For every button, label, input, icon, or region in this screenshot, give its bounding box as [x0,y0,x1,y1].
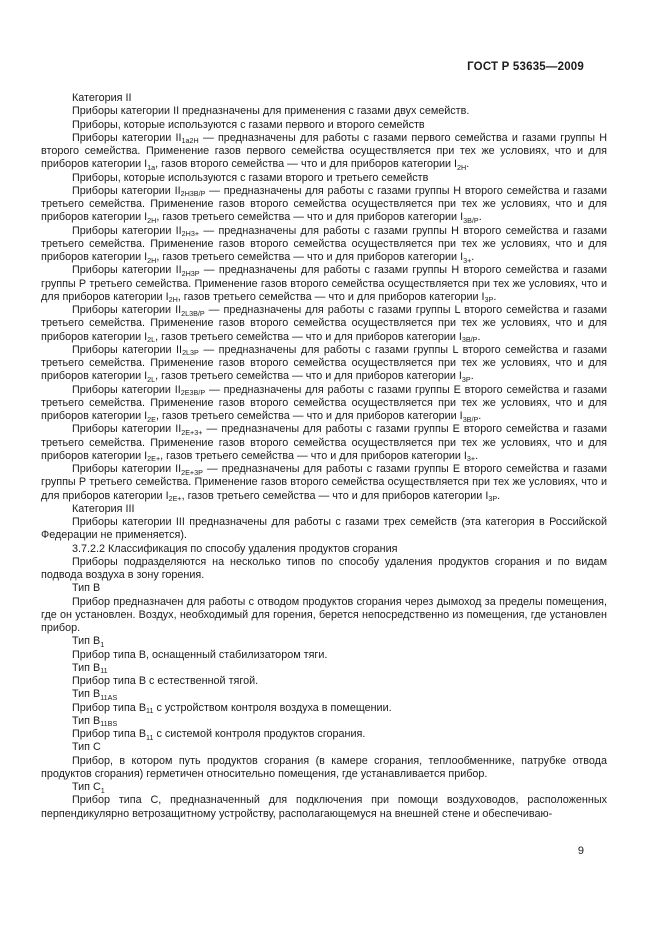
subscript: 11 [146,706,154,716]
paragraph: Прибор, в котором путь продуктов сгорания (в камере сгорания, теплообменнике, патрубке отвода продуктов сгорания) герметичен относительно помещения, где устанавливается прибор. [41,754,607,780]
subscript: 11 [146,732,154,742]
subscript: 3Р [484,295,494,305]
paragraph: Прибор предназначен для работы с отводом продуктов сгорания через дымоход за пределы помещения, где он установлен. Воздух, необходимый для горения, берется непосредственно из помещения, где установлен прибор. [41,595,607,634]
subscript: 2Е+3Р [181,467,203,477]
paragraph: Приборы категории $II_{2L3В/Р}$ — предназначены для работы с газами группы L второго семейства и газами третьего семейства. Применение газов второго семейства осуществляется при тех же условиях, что и для приборов категории $I_{2L}$, газов третьего семейства — что и для приборов категории $I_{3В/Р}$. [41,304,608,345]
subscript: 2Н3В/Р [180,189,206,199]
paragraph: 3.7.2.2 Классификация по способу удаления продуктов сгорания [72,542,398,555]
subscript: 11AS [100,692,118,702]
subscript: 2Н3Р [181,268,200,278]
paragraph: Прибор типа $В_{11}$ с устройством контроля воздуха в помещении. [72,701,392,716]
subscript: 2L [147,335,156,345]
subscript: 3+ [466,454,476,464]
page-number: 9 [577,845,584,857]
subscript: 2L3Р [182,348,199,358]
paragraph: Приборы подразделяются на несколько типов по способу удаления продуктов сгорания и по видам подвода воздуха в зону горения. [41,555,607,581]
subscript: 3В/Р [461,335,478,345]
paragraph: Приборы категории $II_{2Е+3+}$ — предназначены для работы с газами группы Е второго семейства и газами третьего семейства. Применение газов второго семейства осуществляется при тех же условиях, что и для приборов категории $I_{2Е+}$, газов третьего семейства — что и для приборов категории $I_{3+}$. [41,423,607,464]
subscript: 2L3В/Р [181,308,205,318]
subscript: 3В/Р [463,215,479,225]
document-header: ГОСТ Р 53635—2009 [467,61,584,73]
paragraph: Категория II [72,92,132,104]
paragraph: Приборы категории $II_{2Н3+}$ — предназначены для работы с газами группы Н второго семейства и газами третьего семейства. Применение газов второго семейства осуществляется при тех же условиях, что и для приборов категории $I_{2Н}$, газов третьего семейства — что и для приборов категории $I_{3+}$. [41,224,608,265]
paragraph: Прибор типа $В_{11}$ с системой контроля продуктов сгорания. [72,728,366,742]
subscript: 1а [147,162,156,172]
subscript: 1 [100,785,105,795]
subscript: 3В/Р [462,414,479,424]
subscript: 11 [100,666,108,676]
subscript: 2L [147,374,156,384]
paragraph: Приборы, которые используются с газами первого и второго семейств [72,118,425,131]
subscript: 2Е [147,414,156,424]
subscript: 2Е3В/Р [180,388,206,398]
paragraph: Тип С [72,741,101,754]
subscript: 3Р [488,494,498,504]
paragraph: Приборы категории $II_{2Н3В/Р}$ — предназначены для работы с газами группы Н второго семейства и газами третьего семейства. Применение газов второго семейства осуществляется при тех же условиях, что и для приборов категории $I_{2Н}$, газов третьего семейства — что и для приборов категории $I_{3В/Р}$. [41,184,607,225]
paragraph: Приборы, которые используются с газами второго и третьего семейств [72,171,429,184]
subscript: 3Р [461,374,471,384]
paragraph: Тип $В_{11}$ [72,661,108,676]
paragraph: Прибор типа В, оснащенный стабилизатором тяги. [72,648,328,661]
paragraph: Категория III [72,502,135,515]
subscript: 3+ [463,255,472,265]
paragraph: Приборы категории $II_{2Е3В/Р}$ — предназначены для работы с газами группы Е второго семейства и газами третьего семейства. Применение газов второго семейства осуществляется при тех же условиях, что и для приборов категории $I_{2Е}$, газов третьего семейства — что и для приборов категории $I_{3В/Р}$. [41,383,607,424]
paragraph: Тип $В_{11AS}$ [72,688,118,702]
paragraph: Приборы категории $II_{2Е+3Р}$ — предназначены для работы с газами группы Е второго семейства и газами группы Р третьего семейства. Применение газов второго семейства осуществляется при тех же условиях, что и для приборов категории $I_{2Е+}$, газов третьего семейства — что и для приборов категории $I_{3Р}$. [41,463,607,504]
paragraph: Приборы категории II предназначены для применения с газами двух семейств. [72,105,470,118]
subscript: 2Е+ [168,494,182,504]
subscript: 2Н [168,295,178,305]
paragraph: Прибор типа С, предназначенный для подключения при помощи воздуховодов, расположенных перпендикулярно ветрозащитному устройству, располагающемуся на внешней стене и обеспечиваю- [41,794,607,820]
paragraph: Приборы категории III предназначены для работы с газами трех семейств (эта категория в Российской Федерации не применяется). [41,516,607,542]
page-body [41,92,607,821]
paragraph: Тип В [72,582,101,595]
subscript: 2Н [147,255,157,265]
subscript: 1 [100,639,105,649]
subscript: 2Е+3+ [181,427,203,437]
paragraph: Прибор типа В с естественной тягой. [72,675,259,687]
paragraph: Приборы категории $II_{2L3Р}$ — предназначены для работы с газами группы L второго семейства и газами третьего семейства. Применение газов второго семейства осуществляется при тех же условиях, что и для приборов категории $I_{2L}$, газов третьего семейства — что и для приборов категории $I_{3Р}$. [41,343,608,384]
subscript: 2Н [457,162,467,172]
paragraph: Тип $В_1$ [72,635,105,649]
paragraph: Приборы категории $II_{2Н3Р}$ — предназначены для работы с газами группы Н второго семейства и газами группы Р третьего семейства. Применение газов второго семейства осуществляется при тех же условиях, что и для приборов категории $I_{2Н}$, газов третьего семейства — что и для приборов категории $I_{3Р}$. [41,264,607,305]
subscript: 11BS [100,719,118,729]
paragraph: Приборы категории $II_{1а2Н}$ — предназначены для работы с газами первого семейства и газами группы Н второго семейства. Применение газов первого семейства осуществляется при тех же условиях, что и для приборов категории $I_{1а}$, газов второго семейства — что и для приборов категории $I_{2Н}$. [41,131,607,172]
paragraph: Тип $С_1$ [72,781,105,795]
subscript: 2Н [147,215,157,225]
subscript: 2Е+ [147,454,161,464]
paragraph: Тип $В_{11BS}$ [72,714,118,729]
subscript: 2Н3+ [181,229,200,239]
subscript: 1а2Н [181,136,199,146]
